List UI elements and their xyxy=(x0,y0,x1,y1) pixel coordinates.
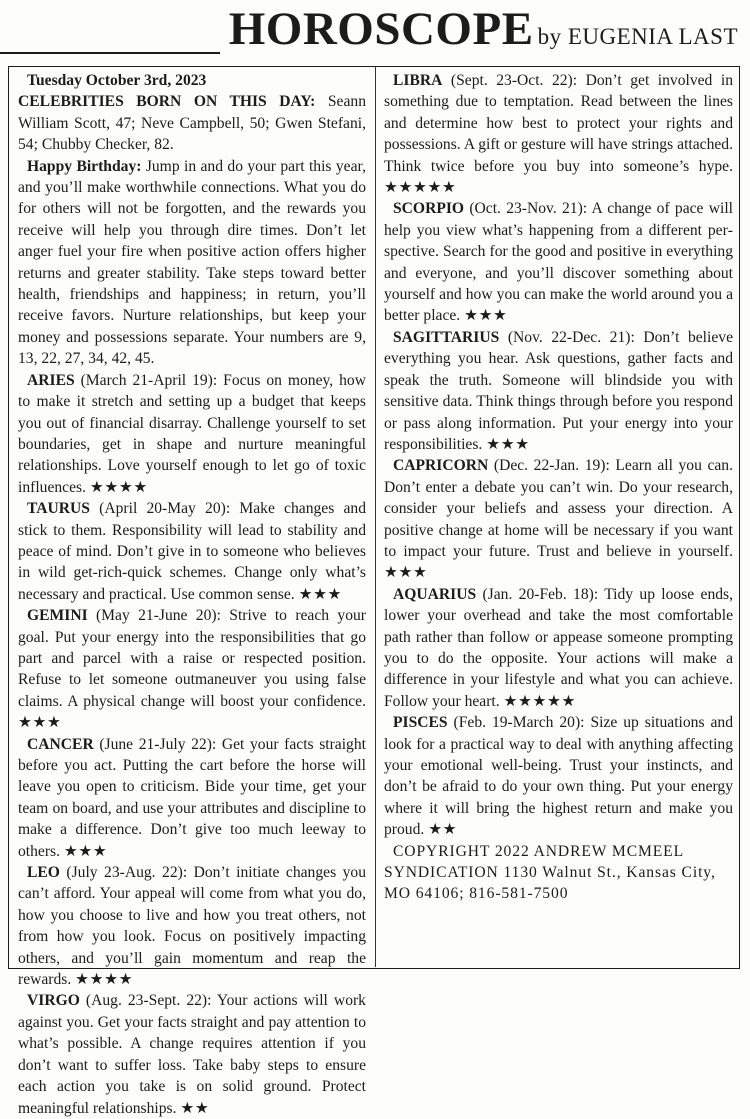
sign-entry-capricorn xyxy=(384,455,733,583)
sign-entry-pisces xyxy=(384,712,733,840)
sign-name: AQUARIUS xyxy=(393,585,477,603)
sign-entry-virgo xyxy=(18,990,366,1118)
sign-name: SAGITTARIUS xyxy=(393,328,500,346)
sign-dates: (Dec. 22-Jan. 19): xyxy=(488,457,616,475)
sign-dates: (May 21-June 20): xyxy=(87,607,230,625)
sign-name: LIBRA xyxy=(393,72,443,89)
sign-name: CAPRICORN xyxy=(393,457,489,475)
sign-entry-taurus xyxy=(18,498,366,605)
sign-entry-gemini xyxy=(18,605,366,733)
star-rating: ★★★★★ xyxy=(503,692,576,710)
sign-entry-sagittarius xyxy=(384,327,733,455)
star-rating: ★★ xyxy=(180,1099,210,1117)
star-rating: ★★★★★ xyxy=(384,179,457,197)
sign-text: Your actions will work against you. Get your facts straight and pay attention to what’s possible. A change requires attention if you don’t want to suffer loss. Take baby steps to ensure each action you take is on solid ground. Protect meaningful relationships. xyxy=(18,992,366,1117)
sign-dates: (Feb. 19-March 20): xyxy=(447,714,591,732)
header-rule xyxy=(0,52,220,54)
sign-dates: (Oct. 23-Nov. 21): xyxy=(464,200,592,218)
sign-name: LEO xyxy=(27,864,60,882)
sign-text: Focus on money, how to make it stretch and setting up a budget that keeps you out of financial disarray. Challenge yourself to set boundaries, get in shape and nurture meaningful relationships. Love yourself enough to let go of toxic influences. xyxy=(18,371,366,496)
sign-dates: (Jan. 20-Feb. 18): xyxy=(476,585,605,603)
page-title: HOROSCOPE xyxy=(228,3,534,55)
star-rating: ★★★ xyxy=(486,435,530,453)
sign-name: SCORPIO xyxy=(393,200,465,218)
sign-dates: (June 21-July 22): xyxy=(93,735,222,753)
sign-dates: (Aug. 23-Sept. 22): xyxy=(79,992,217,1010)
sign-dates: (Sept. 23-Oct. 22): xyxy=(442,72,586,89)
star-rating: ★★★★ xyxy=(89,478,148,496)
sign-entry-aries xyxy=(18,370,366,498)
birthday-label: Happy Birthday: xyxy=(27,157,142,175)
page-header xyxy=(0,0,750,60)
sign-name: TAURUS xyxy=(27,500,90,518)
sign-dates: (July 23-Aug. 22): xyxy=(59,864,194,882)
sign-name: ARIES xyxy=(27,371,75,389)
celebrities-text: Seann William Scott, 47; Neve Campbell, 50; Gwen Stefani, 54; Chubby Checker, 82. xyxy=(18,93,366,154)
sign-dates: (March 21-April 19): xyxy=(74,371,224,389)
sign-name: PISCES xyxy=(393,714,448,732)
sign-name: CANCER xyxy=(27,735,94,753)
star-rating: ★★★ xyxy=(18,714,62,732)
sign-text: Don’t believe everything you hear. Ask questions, gather facts and speak the truth. Someone will blindside you with sensitive data. Think things through before you respond or pass along information. Put your energy into your responsibilities. xyxy=(384,328,733,453)
celebrities-paragraph xyxy=(18,91,366,155)
sign-text: Size up situations and look for a practical way to deal with anything affecting your emotional well-being. Trust your instincts, and don’t be afraid to do your own thing. Put your energy where it will bring the highest return and make you proud. xyxy=(384,714,733,839)
sign-name: VIRGO xyxy=(27,992,80,1010)
star-rating: ★★★ xyxy=(298,585,343,603)
star-rating: ★★★ xyxy=(384,564,428,582)
sign-text: Don’t initiate changes you can’t afford. Your appeal will come from what you do, how you choose to live and how you treat others, not from how you look. Focus on positively impacting others, and you’ll gain momentum and reap the rewards. xyxy=(18,864,366,989)
star-rating: ★★★★ xyxy=(75,971,134,989)
sign-entry-libra xyxy=(384,70,733,198)
right-column xyxy=(384,70,733,905)
star-rating: ★★★ xyxy=(63,842,108,860)
star-rating: ★★★ xyxy=(464,307,508,325)
sign-text: A change of pace will help you view what’s happening from a different perspective. Search for the good and positive in everything and everyone, and you’ll discover something about yourself and how you can make the world around you a better place. xyxy=(384,200,733,325)
sign-text: Don’t get involved in something due to temptation. Read between the lines and determine how best to protect your rights and possessions. A gift or gesture will have strings attached. Think twice before you buy into someone’s hype. xyxy=(384,72,734,175)
sign-text: Strive to reach your goal. Put your energy into the responsibilities that go part and parcel with a raise or respected position. Refuse to let someone outmaneuver you using false claims. A physical change will boost your confidence. xyxy=(18,607,366,710)
sign-entry-cancer xyxy=(18,734,366,862)
byline: by EUGENIA LAST xyxy=(537,24,738,49)
sign-entry-aquarius xyxy=(384,584,733,712)
sign-text: Make changes and stick to them. Responsibility will lead to stability and peace of mind. Don’t give in to someone who believes in wild get-rich-quick schemes. Change only what’s necessary and practical. Use common sense. xyxy=(18,500,366,603)
sign-dates: (April 20-May 20): xyxy=(89,500,240,518)
celebrities-label: CELEBRITIES BORN ON THIS DAY: xyxy=(18,93,316,111)
sign-entry-scorpio xyxy=(384,198,733,326)
date-line xyxy=(18,70,366,91)
date: Tuesday October 3rd, 2023 xyxy=(27,72,207,89)
sign-text: Tidy up loose ends, lower your overhead and take the most comfortable path rather than follow or appease someone prompting you to do the opposite. Your actions will make a difference in your lifestyle and what you can achieve. Follow your heart. xyxy=(384,585,734,710)
sign-text: Learn all you can. Don’t enter a debate you can’t win. Do your research, consider your beliefs and assess your direction. A positive change at home will be necessary if you want to impact your future. Trust and believe in yourself. xyxy=(384,457,733,560)
birthday-text: Jump in and do your part this year, and you’ll make worthwhile connections. What you do for others will not be forgotten, and the rewards you receive will help you through dire times. Don’t let anger fuel your fire when positive action offers higher returns and greater stability. Take steps toward better health, friendships and happiness; in return, you’ll receive favors. Nurture relationships, but keep your money and possessions separate. Your numbers are 9, 13, 22, 27, 34, 42, 45. xyxy=(18,157,366,368)
sign-entry-leo xyxy=(18,862,366,990)
sign-name: GEMINI xyxy=(27,607,88,625)
star-rating: ★★ xyxy=(428,821,458,839)
sign-text: Get your facts straight before you act. Putting the cart before the horse will leave you open to criticism. Bide your time, get your team on board, and use your attributes and discipline to make a difference. Don’t give too much leeway to others. xyxy=(18,735,366,860)
birthday-paragraph xyxy=(18,156,366,370)
column-divider xyxy=(375,67,376,967)
sign-dates: (Nov. 22-Dec. 21): xyxy=(499,328,644,346)
left-column xyxy=(18,70,366,1119)
copyright-notice: COPYRIGHT 2022 ANDREW MCMEEL SYNDICATION 1130 Walnut St., Kansas City, MO 64106; 816-581-7500 xyxy=(384,842,716,903)
